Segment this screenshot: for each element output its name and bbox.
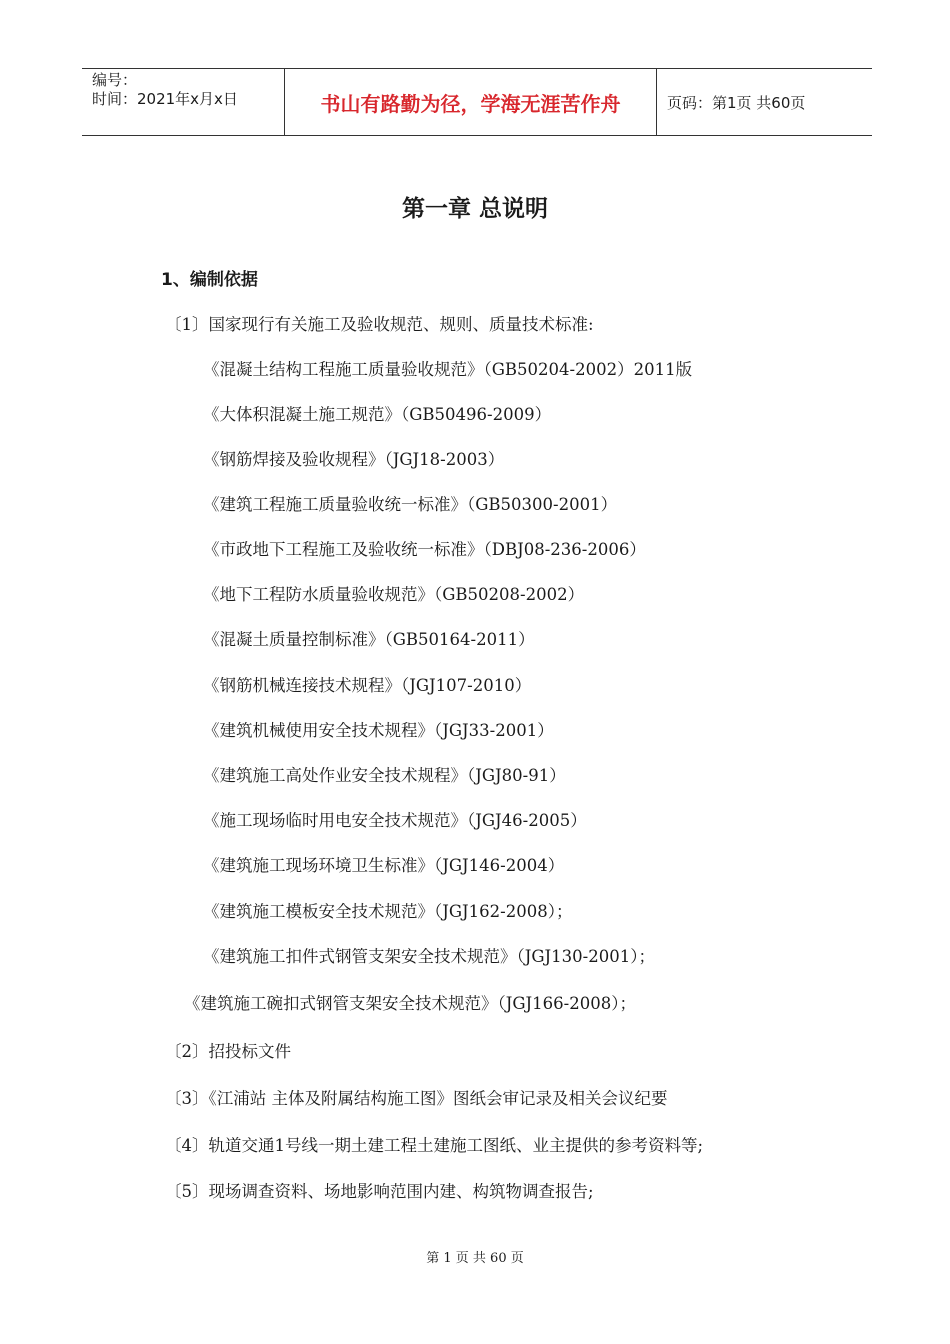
section-title: 1、编制依据 xyxy=(161,270,258,290)
list-item: 〔1〕国家现行有关施工及验收规范、规则、质量技术标准: xyxy=(165,315,594,334)
list-item: 《大体积混凝土施工规范》（GB50496-2009） xyxy=(203,405,552,424)
list-item: 《地下工程防水质量验收规范》（GB50208-2002） xyxy=(203,585,585,604)
list-item: 《建筑施工碗扣式钢管支架安全技术规范》（JGJ166-2008）； xyxy=(184,994,636,1013)
list-item: 《钢筋焊接及验收规程》（JGJ18-2003） xyxy=(203,450,505,469)
list-item: 《施工现场临时用电安全技术规范》（JGJ46-2005） xyxy=(203,811,587,830)
page-footer: 第 1 页 共 60 页 xyxy=(426,1251,524,1266)
motto: 书山有路勤为径，学海无涯苦作舟 xyxy=(285,69,657,135)
list-item: 〔2〕招投标文件 xyxy=(165,1042,291,1061)
list-item: 〔4〕轨道交通1号线一期土建工程土建施工图纸、业主提供的参考资料等; xyxy=(165,1136,704,1155)
chapter-title: 第一章 总说明 xyxy=(401,196,548,222)
list-item: 《混凝土质量控制标准》（GB50164-2011） xyxy=(203,630,535,649)
page-label: 页码：第1页 共60页 xyxy=(667,93,806,112)
list-item: 《钢筋机械连接技术规程》（JGJ107-2010） xyxy=(203,676,532,695)
list-item: 《建筑施工现场环境卫生标准》（JGJ146-2004） xyxy=(203,856,565,875)
time-label: 时间：2021年x月x日 xyxy=(92,90,238,108)
list-item: 《市政地下工程施工及验收统一标准》（DBJ08-236-2006） xyxy=(203,540,646,559)
number-label: 编号： xyxy=(92,71,138,89)
list-item: 〔5〕现场调查资料、场地影响范围内建、构筑物调查报告; xyxy=(165,1182,594,1201)
list-item: 《建筑施工扣件式钢管支架安全技术规范》（JGJ130-2001）； xyxy=(203,947,655,966)
list-item: 《建筑工程施工质量验收统一标准》（GB50300-2001） xyxy=(203,495,618,514)
list-item: 《建筑施工模板安全技术规范》（JGJ162-2008）； xyxy=(203,902,573,921)
header-table xyxy=(82,68,872,136)
list-item: 《混凝土结构工程施工质量验收规范》（GB50204-2002）2011版 xyxy=(203,360,693,379)
list-item: 〔3〕《江浦站 主体及附属结构施工图》图纸会审记录及相关会议纪要 xyxy=(165,1089,668,1108)
list-item: 《建筑施工高处作业安全技术规程》（JGJ80-91） xyxy=(203,766,566,785)
list-item: 《建筑机械使用安全技术规程》（JGJ33-2001） xyxy=(203,721,554,740)
header-left-cell xyxy=(82,69,285,135)
